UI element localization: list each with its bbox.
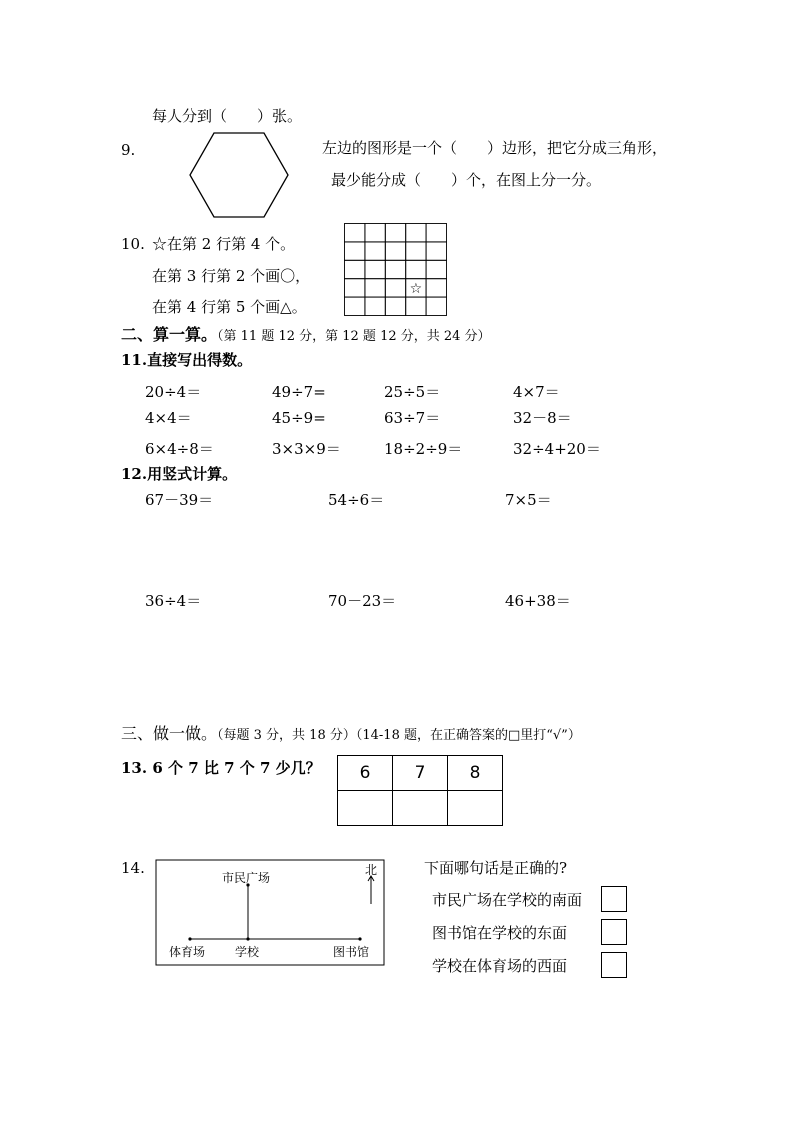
q11-problem: 49÷7= (272, 383, 326, 401)
section3-note: （每题 3 分，共 18 分）（14-18 题，在正确答案的□里打“√”） (217, 728, 581, 743)
grid-cell[interactable] (426, 279, 446, 297)
q14-question: 下面哪句话是正确的? (424, 859, 568, 877)
star-icon: ☆ (409, 280, 423, 297)
grid-cell[interactable] (406, 260, 426, 278)
grid-cell[interactable] (385, 224, 405, 242)
grid-cell[interactable] (345, 260, 365, 278)
q9-number: 9. (121, 141, 136, 159)
section2-note: （第 11 题 12 分，第 12 题 12 分，共 24 分） (217, 329, 491, 344)
map-plaza-label: 市民广场 (222, 871, 271, 885)
q10-number: 10. (121, 235, 145, 253)
q11-problem: 4×7＝ (513, 383, 560, 401)
q14-choice-2: 图书馆在学校的东面 (432, 924, 568, 942)
q12-problem: 46+38＝ (505, 592, 571, 610)
hexagon-figure (188, 130, 290, 220)
grid-cell[interactable] (365, 242, 385, 260)
q11-problem: 6×4÷8＝ (145, 440, 214, 458)
q12-problem: 36÷4＝ (145, 592, 202, 610)
q10-line3: 在第 4 行第 5 个画△。 (152, 298, 307, 316)
q12-title: 12.用竖式计算。 (121, 465, 238, 483)
section2-title (121, 325, 491, 347)
q11-title: 11.直接写出得数。 (121, 351, 253, 369)
q9-line1: 左边的图形是一个（ ）边形，把它分成三角形， (322, 139, 668, 157)
grid-cell[interactable] (426, 242, 446, 260)
section2-heading: 二、算一算。 (121, 325, 218, 344)
grid-cell[interactable] (406, 242, 426, 260)
q8-tail: 每人分到（ ）张。 (152, 107, 303, 125)
q13-options-table (337, 755, 503, 826)
grid-cell[interactable] (345, 297, 365, 315)
grid-cell[interactable] (345, 242, 365, 260)
q11-problem: 25÷5＝ (384, 383, 441, 401)
q11-problem: 20÷4＝ (145, 383, 202, 401)
grid-cell[interactable] (426, 224, 446, 242)
grid-cell[interactable] (406, 224, 426, 242)
q11-problem: 32－8＝ (513, 409, 572, 427)
q11-problem: 45÷9= (272, 409, 326, 427)
q11-problem: 18÷2÷9＝ (384, 440, 463, 458)
q14-choice-3: 学校在体育场的西面 (432, 957, 568, 975)
q12-problem: 70－23＝ (328, 592, 397, 610)
q13-option-label: 6 (338, 756, 393, 791)
map-north-label: 北 (365, 863, 378, 877)
q11-problem: 3×3×9＝ (272, 440, 341, 458)
grid-cell[interactable] (365, 279, 385, 297)
grid-cell[interactable] (426, 260, 446, 278)
map-gym-label: 体育场 (169, 945, 206, 959)
map-school-label: 学校 (235, 945, 260, 959)
grid-cell[interactable] (365, 297, 385, 315)
q13-answer-cell[interactable] (448, 791, 503, 826)
q12-problem: 7×5＝ (505, 491, 552, 509)
grid-cell[interactable] (406, 297, 426, 315)
section3-title (121, 724, 581, 746)
section3-heading: 三、做一做。 (121, 724, 218, 743)
grid-cell[interactable] (345, 224, 365, 242)
grid-cell[interactable] (345, 279, 365, 297)
q12-problem: 67－39＝ (145, 491, 214, 509)
q13-answer-cell[interactable] (393, 791, 448, 826)
grid-cell[interactable] (365, 224, 385, 242)
q14-number: 14. (121, 859, 145, 877)
q13-text: 13. 6 个 7 比 7 个 7 少几？ (121, 759, 321, 777)
q10-line2: 在第 3 行第 2 个画〇， (152, 267, 311, 285)
grid-cell[interactable] (365, 260, 385, 278)
grid-cell[interactable] (385, 279, 405, 297)
q14-checkbox-1[interactable] (601, 886, 627, 912)
q14-choice-1: 市民广场在学校的南面 (432, 891, 583, 909)
q13-option-label: 7 (393, 756, 448, 791)
direction-map (155, 858, 387, 968)
q13-option-label: 8 (448, 756, 503, 791)
q14-checkbox-2[interactable] (601, 919, 627, 945)
q11-problem: 32÷4+20＝ (513, 440, 601, 458)
grid-cell[interactable] (385, 242, 405, 260)
q9-line2: 最少能分成（ ）个，在图上分一分。 (331, 171, 602, 189)
q10-line1: ☆在第 2 行第 4 个。 (152, 235, 296, 253)
q11-problem: 4×4＝ (145, 409, 192, 427)
grid-cell[interactable] (426, 297, 446, 315)
q14-checkbox-3[interactable] (601, 952, 627, 978)
q13-answer-cell[interactable] (338, 791, 393, 826)
grid-cell[interactable] (385, 297, 405, 315)
q12-problem: 54÷6＝ (328, 491, 385, 509)
q11-problem: 63÷7＝ (384, 409, 441, 427)
map-library-label: 图书馆 (333, 945, 370, 959)
position-grid (344, 223, 450, 318)
grid-cell[interactable] (385, 260, 405, 278)
